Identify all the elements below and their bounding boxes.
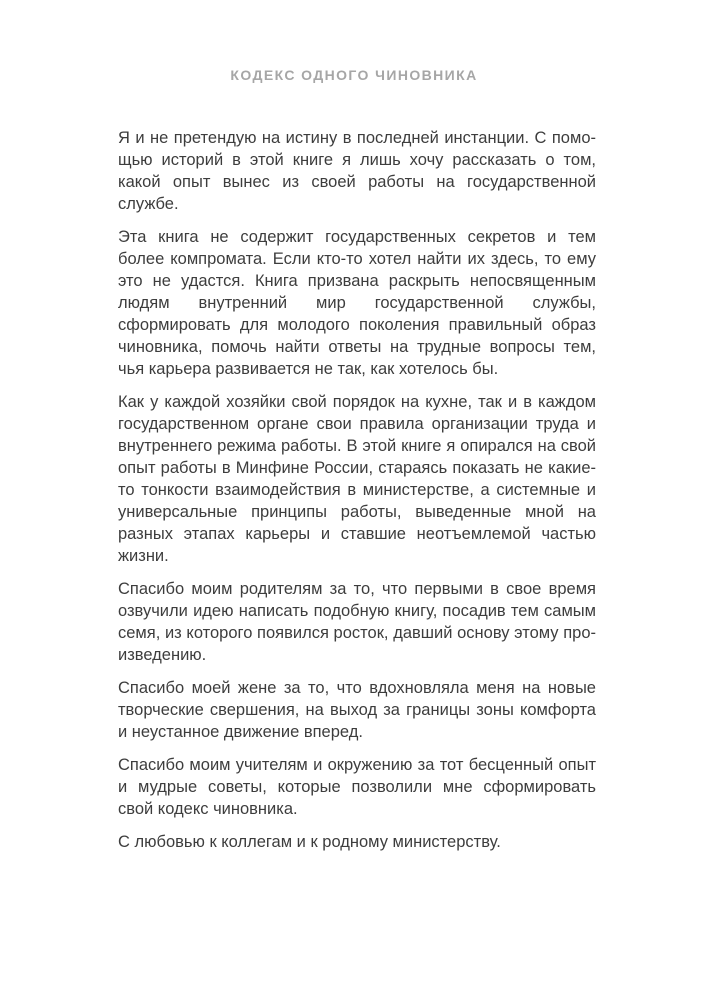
body-text-block xyxy=(118,127,596,864)
paragraph: Эта книга не содержит государственных секретов и тем более компромата. Если кто-то хотел найти их здесь, то ему это не удастся. Книга призвана раскрыть непосвященным людям внутренний мир государственной службы, сформировать для молодого поколения правильный образ чиновника, помочь найти ответы на трудные вопросы тем, чья карьера развивается не так, как хотелось бы. xyxy=(118,228,596,378)
paragraph: Спасибо моим учителям и окружению за тот бесценный опыт и мудрые советы, которые позволили мне сформировать свой кодекс чиновника. xyxy=(118,756,596,818)
paragraph: С любовью к коллегам и к родному министерству. xyxy=(118,833,501,851)
paragraph: Спасибо моим родителям за то, что первыми в свое время озвучили идею написать подобную книгу, посадив тем самым семя, из которого появился росток, давший основу этому произведению. xyxy=(118,580,596,664)
paragraph: Как у каждой хозяйки свой порядок на кухне, так и в каждом государственном органе свои правила организации труда и внутреннего режима работы. В этой книге я опирался на свой опыт работы в Минфине России, стараясь показать не какие-то тонкости взаимодействия в министерстве, а системные и универсальные принципы работы, выведенные мной на разных этапах карьеры и ставшие неотъемлемой частью жизни. xyxy=(118,393,596,565)
chapter-header: КОДЕКС ОДНОГО ЧИНОВНИКА xyxy=(230,67,478,83)
paragraph: Я и не претендую на истину в последней инстанции. С помощью историй в этой книге я лишь хочу рассказать о том, какой опыт вынес из своей работы на государственной службе. xyxy=(118,129,596,213)
paragraph: Спасибо моей жене за то, что вдохновляла меня на новые творческие свершения, на выход за границы зоны комфорта и неустанное движение вперед. xyxy=(118,679,596,741)
